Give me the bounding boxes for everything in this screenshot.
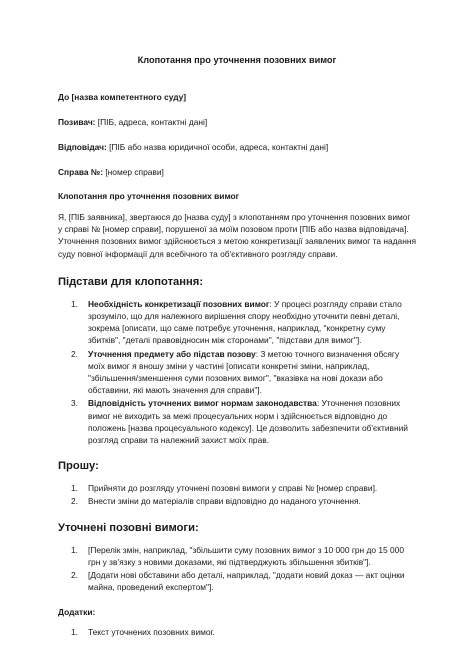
defendant-value: [ПІБ або назва юридичної особи, адреса, контактні дані] [106, 142, 329, 152]
attachments-heading: Додатки: [58, 607, 96, 618]
case-label: Справа №: [58, 167, 104, 177]
list-item [58, 569, 416, 593]
list-item-text: [Додати нові обставини або деталі, наприклад, "додати новий доказ — акт оцінки майна, проведений експертом"]. [88, 570, 405, 593]
list-item [58, 482, 416, 494]
list-item [58, 397, 416, 446]
list-item [58, 626, 416, 638]
defendant-label: Відповідач: [58, 142, 107, 152]
list-item [58, 348, 416, 397]
plaintiff-value: [ПІБ, адреса, контактні дані] [95, 117, 208, 127]
list-item-text: [Перелік змін, наприклад, "збільшити суму позовних вимог з 10 000 грн до 15 000 грн у зв'язку з новими доказами, які підтверджують збільшення збитків"]. [88, 544, 404, 567]
list-item [58, 495, 416, 507]
case-value: [номер справи] [103, 167, 164, 177]
list-item-text: Внести зміни до матеріалів справи відповідно до наданого уточнення. [88, 496, 361, 507]
list-number: 1. [71, 627, 78, 638]
court-address-text: До [назва компетентного суду] [58, 92, 187, 102]
claims-heading: Уточнені позовні вимоги: [58, 521, 199, 534]
list-item [58, 544, 416, 568]
petition-subtitle: Клопотання про уточнення позовних вимог [58, 191, 240, 201]
list-item-bold: Відповідність уточнених вимог нормам законодавства [88, 398, 317, 409]
list-number: 2. [71, 348, 78, 359]
list-number: 1. [71, 298, 78, 309]
grounds-heading: Підстави для клопотання: [58, 275, 204, 288]
list-item-text: : Уточнення позовних вимог не виходить за межі процесуальних норм і здійснюється відповідно до положень [назва процесуального кодексу]. Це дозволить забезпечити об'єктивний розгляд справи та належний захист моїх прав. [88, 398, 408, 446]
list-number: 3. [71, 398, 78, 409]
request-heading: Прошу: [58, 460, 99, 473]
plaintiff-label: Позивач: [58, 117, 96, 127]
list-number: 1. [71, 483, 78, 494]
attachments-list [58, 626, 416, 638]
request-list [58, 482, 416, 507]
defendant-line [58, 141, 416, 153]
list-item-text: Прийняти до розгляду уточнені позовні вимоги у справі № [номер справи]. [88, 483, 378, 494]
list-item-text: : У процесі розгляду справи стало зрозуміло, що для належного вирішення спору необхідно уточнити певні деталі, зокрема [описати, що саме потребує уточнення, наприклад, "конкретну суму збитків", "деталі правовідносин між сторонами", "підстави для вимог"]. [88, 298, 402, 346]
plaintiff-line [58, 116, 416, 128]
list-item-text: : З метою точного визначення обсягу моїх вимог я вношу зміни у частині [описати конкретні зміни, наприклад, "збільшення/зменшення суми позовних вимог", "вказівка на нові докази або обставини, які мають значення для справи"]. [88, 348, 400, 396]
case-line [58, 166, 416, 178]
grounds-list [58, 298, 416, 446]
list-number: 1. [71, 544, 78, 555]
list-number: 2. [71, 496, 78, 507]
list-item-bold: Необхідність конкретизації позовних вимог [88, 298, 270, 309]
list-item [58, 298, 416, 347]
court-address [58, 91, 416, 103]
claims-list [58, 544, 416, 594]
list-item-text: Текст уточнених позовних вимог. [88, 627, 215, 638]
list-number: 2. [71, 570, 78, 581]
document-title: Клопотання про уточнення позовних вимог [137, 55, 337, 65]
list-item-bold: Уточнення предмету або підстав позову [88, 348, 256, 359]
intro-paragraph: Я, [ПІБ заявника], звертаюся до [назва суду] з клопотанням про уточнення позовних вимог у справі № [номер справи], порушеної за моїм позовом проти [ПІБ або назва відповідача]. Уточнення позовних вимог здійснюється з метою конкретизації заявлених вимог та надання суду повної інформації для всебічного та об'єктивного розгляду справи. [58, 212, 416, 259]
